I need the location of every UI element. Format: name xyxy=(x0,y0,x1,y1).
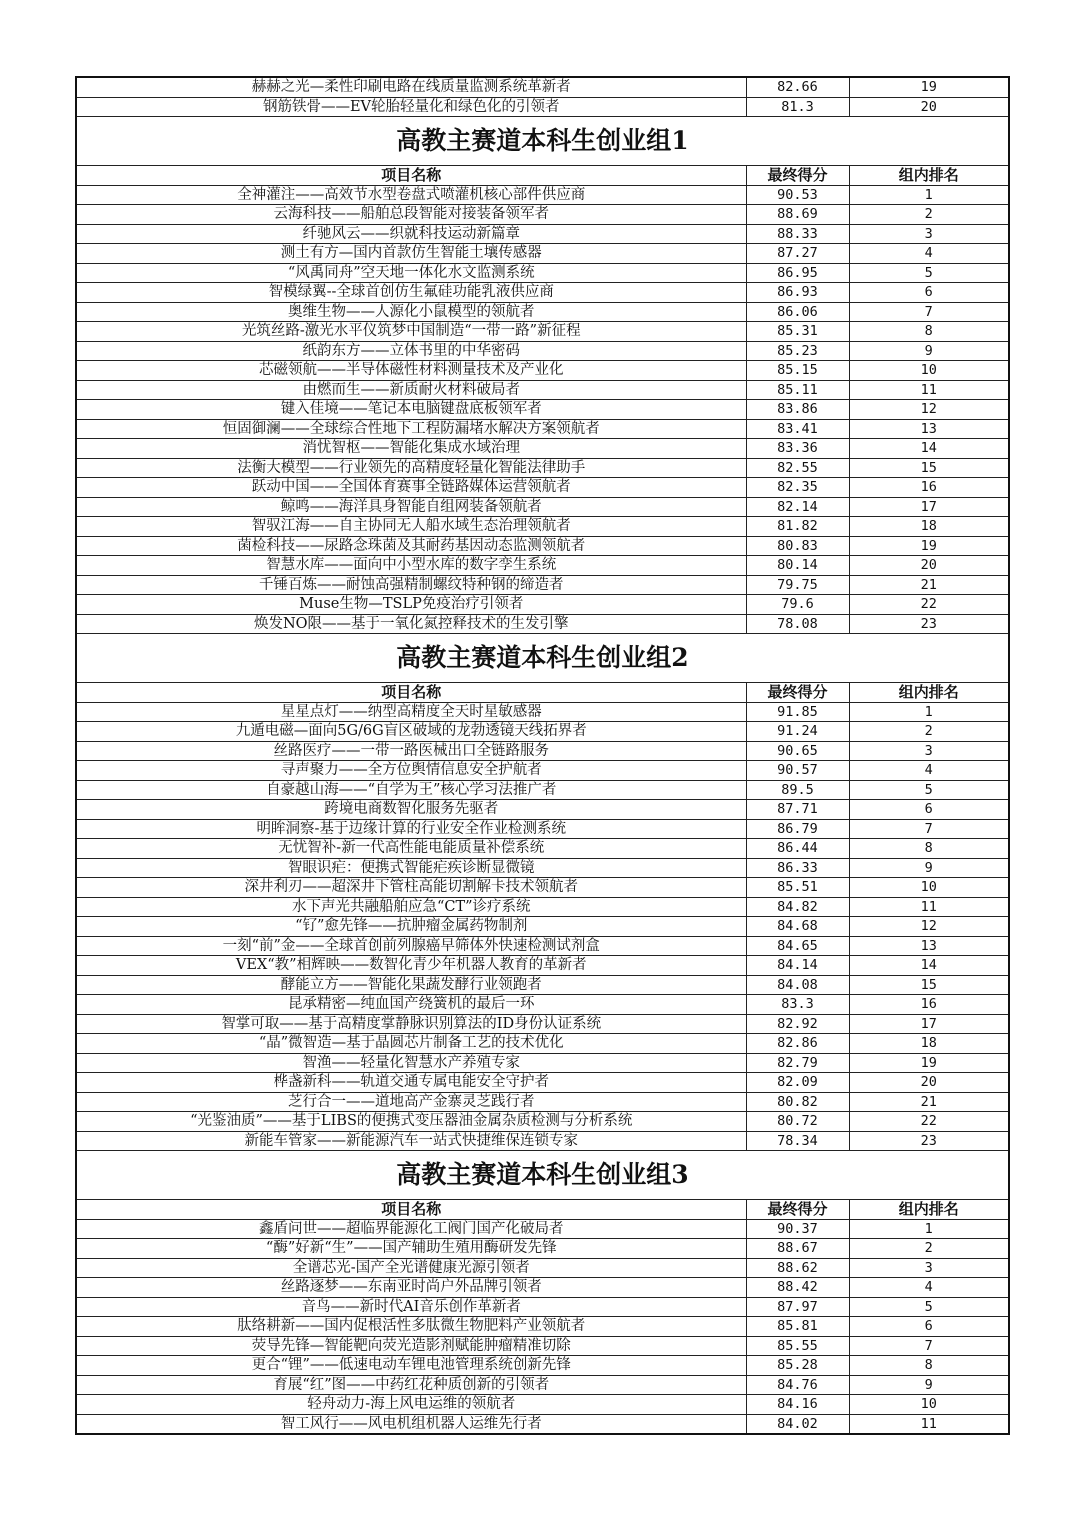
table-row xyxy=(76,1112,1009,1132)
project-name-cell: 荧导先锋—智能靶向荧光造影剂赋能肿瘤精准切除 xyxy=(76,1336,746,1356)
project-name-cell: 云海科技——船舶总段智能对接装备领军者 xyxy=(76,205,746,225)
group-title-row xyxy=(76,634,1009,683)
group-rank-cell: 19 xyxy=(849,1053,1009,1073)
table-row xyxy=(76,878,1009,898)
project-name-cell: 恒固御澜——全球综合性地下工程防漏堵水解决方案领航者 xyxy=(76,419,746,439)
table-row xyxy=(76,322,1009,342)
group-rank-cell: 11 xyxy=(849,380,1009,400)
group-rank-cell: 23 xyxy=(849,1131,1009,1151)
table-row xyxy=(76,361,1009,381)
project-name-cell: 纸韵东方——立体书里的中华密码 xyxy=(76,341,746,361)
group-rank-cell: 18 xyxy=(849,1034,1009,1054)
project-name-cell: 更合“锂”——低速电动车锂电池管理系统创新先锋 xyxy=(76,1356,746,1376)
final-score-cell: 88.42 xyxy=(746,1278,849,1298)
table-row xyxy=(76,995,1009,1015)
project-name-cell: 水下声光共融船舶应急“CT”诊疗系统 xyxy=(76,897,746,917)
group-rank-cell: 2 xyxy=(849,1239,1009,1259)
table-row xyxy=(76,917,1009,937)
final-score-cell: 83.86 xyxy=(746,400,849,420)
group-rank-cell: 12 xyxy=(849,917,1009,937)
final-score-cell: 84.76 xyxy=(746,1375,849,1395)
table-row xyxy=(76,722,1009,742)
table-row xyxy=(76,224,1009,244)
table-header-row xyxy=(76,1200,1009,1220)
group-rank-cell: 20 xyxy=(849,97,1009,117)
table-row xyxy=(76,1131,1009,1151)
group-rank-cell: 3 xyxy=(849,741,1009,761)
group-title: 高教主赛道本科生创业组2 xyxy=(76,634,1009,683)
final-score-cell: 87.71 xyxy=(746,800,849,820)
project-name-cell: 酵能立方——智能化果蔬发酵行业领跑者 xyxy=(76,975,746,995)
table-row xyxy=(76,702,1009,722)
project-name-cell: 轻舟动力-海上风电运维的领航者 xyxy=(76,1395,746,1415)
group-rank-cell: 12 xyxy=(849,400,1009,420)
table-row xyxy=(76,741,1009,761)
table-row xyxy=(76,302,1009,322)
final-score-cell: 85.51 xyxy=(746,878,849,898)
table-row xyxy=(76,341,1009,361)
table-header-row xyxy=(76,683,1009,703)
final-score-cell: 84.02 xyxy=(746,1414,849,1434)
final-score-cell: 83.36 xyxy=(746,439,849,459)
final-score-cell: 86.95 xyxy=(746,263,849,283)
table-row xyxy=(76,97,1009,117)
final-score-cell: 82.35 xyxy=(746,478,849,498)
table-row xyxy=(76,1375,1009,1395)
project-name-cell: 自豪越山海——“自学为王”核心学习法推广者 xyxy=(76,780,746,800)
final-score-cell: 88.33 xyxy=(746,224,849,244)
project-name-cell: 智模绿翼--全球首创仿生氟硅功能乳液供应商 xyxy=(76,283,746,303)
group-rank-cell: 20 xyxy=(849,556,1009,576)
group-rank-cell: 14 xyxy=(849,956,1009,976)
final-score-cell: 85.55 xyxy=(746,1336,849,1356)
table-row xyxy=(76,419,1009,439)
group-rank-cell: 10 xyxy=(849,1395,1009,1415)
table-row xyxy=(76,956,1009,976)
project-name-cell: 音鸟——新时代AI音乐创作革新者 xyxy=(76,1297,746,1317)
group-rank-cell: 20 xyxy=(849,1073,1009,1093)
final-score-cell: 80.82 xyxy=(746,1092,849,1112)
ranking-sheet xyxy=(75,76,1008,1435)
group-rank-cell: 6 xyxy=(849,283,1009,303)
group-rank-cell: 9 xyxy=(849,1375,1009,1395)
table-row xyxy=(76,458,1009,478)
group-rank-cell: 11 xyxy=(849,1414,1009,1434)
project-name-cell: 芝行合一——道地高产金寨灵芝践行者 xyxy=(76,1092,746,1112)
final-score-cell: 87.27 xyxy=(746,244,849,264)
group-rank-cell: 22 xyxy=(849,1112,1009,1132)
final-score-cell: 78.34 xyxy=(746,1131,849,1151)
group-rank-cell: 18 xyxy=(849,517,1009,537)
group-rank-cell: 19 xyxy=(849,77,1009,97)
table-row xyxy=(76,1395,1009,1415)
project-name-cell: 跃动中国——全国体育赛事全链路媒体运营领航者 xyxy=(76,478,746,498)
table-row xyxy=(76,858,1009,878)
table-row xyxy=(76,185,1009,205)
final-score-cell: 79.75 xyxy=(746,575,849,595)
project-name-cell: “光鉴油质”——基于LIBS的便携式变压器油金属杂质检测与分析系统 xyxy=(76,1112,746,1132)
group-rank-cell: 17 xyxy=(849,497,1009,517)
table-row xyxy=(76,205,1009,225)
final-score-cell: 82.09 xyxy=(746,1073,849,1093)
project-name-cell: Muse生物—TSLP免疫治疗引领者 xyxy=(76,595,746,615)
final-score-cell: 82.79 xyxy=(746,1053,849,1073)
project-name-cell: 鲸鸣——海洋具身智能自组网装备领航者 xyxy=(76,497,746,517)
table-row xyxy=(76,536,1009,556)
group-rank-cell: 22 xyxy=(849,595,1009,615)
table-row xyxy=(76,839,1009,859)
group-rank-cell: 1 xyxy=(849,702,1009,722)
group-rank-cell: 4 xyxy=(849,1278,1009,1298)
final-score-cell: 78.08 xyxy=(746,614,849,634)
project-name-cell: 跨境电商数智化服务先驱者 xyxy=(76,800,746,820)
group-title: 高教主赛道本科生创业组3 xyxy=(76,1151,1009,1200)
project-name-cell: 焕发NO限——基于一氧化氮控释技术的生发引擎 xyxy=(76,614,746,634)
table-row xyxy=(76,819,1009,839)
table-row xyxy=(76,1317,1009,1337)
group-rank-cell: 2 xyxy=(849,722,1009,742)
group-title-row xyxy=(76,1151,1009,1200)
table-row xyxy=(76,497,1009,517)
group-rank-cell: 16 xyxy=(849,478,1009,498)
group-rank-cell: 21 xyxy=(849,575,1009,595)
final-score-cell: 90.37 xyxy=(746,1219,849,1239)
final-score-cell: 85.23 xyxy=(746,341,849,361)
group-rank-cell: 7 xyxy=(849,1336,1009,1356)
group-rank-cell: 9 xyxy=(849,341,1009,361)
project-name-cell: 由燃而生——新质耐火材料破局者 xyxy=(76,380,746,400)
project-name-cell: 智驭江海——自主协同无人船水域生态治理领航者 xyxy=(76,517,746,537)
project-name-cell: 千锤百炼——耐蚀高强精制螺纹特种钢的缔造者 xyxy=(76,575,746,595)
project-name-cell: 纤驰风云——织就科技运动新篇章 xyxy=(76,224,746,244)
final-score-cell: 86.44 xyxy=(746,839,849,859)
project-name-cell: 项目名称 xyxy=(76,166,746,186)
project-name-cell: 丝路医疗——一带一路医械出口全链路服务 xyxy=(76,741,746,761)
group-rank-cell: 7 xyxy=(849,302,1009,322)
final-score-cell: 85.31 xyxy=(746,322,849,342)
project-name-cell: 新能车管家——新能源汽车一站式快捷维保连锁专家 xyxy=(76,1131,746,1151)
group-rank-cell: 13 xyxy=(849,936,1009,956)
project-name-cell: 丝路逐梦——东南亚时尚户外品牌引领者 xyxy=(76,1278,746,1298)
group-rank-cell: 5 xyxy=(849,780,1009,800)
final-score-cell: 82.86 xyxy=(746,1034,849,1054)
group-rank-cell: 4 xyxy=(849,761,1009,781)
table-row xyxy=(76,936,1009,956)
final-score-cell: 79.6 xyxy=(746,595,849,615)
table-row xyxy=(76,1356,1009,1376)
table-row xyxy=(76,1092,1009,1112)
project-name-cell: 法衡大模型——行业领先的高精度轻量化智能法律助手 xyxy=(76,458,746,478)
final-score-cell: 82.14 xyxy=(746,497,849,517)
project-name-cell: 智眼识疟：便携式智能疟疾诊断显微镜 xyxy=(76,858,746,878)
group-rank-cell: 21 xyxy=(849,1092,1009,1112)
final-score-cell: 90.65 xyxy=(746,741,849,761)
table-row xyxy=(76,800,1009,820)
final-score-cell: 84.68 xyxy=(746,917,849,937)
project-name-cell: 鑫盾问世——超临界能源化工阀门国产化破局者 xyxy=(76,1219,746,1239)
table-header-row xyxy=(76,166,1009,186)
final-score-cell: 84.65 xyxy=(746,936,849,956)
project-name-cell: 深井利刃——超深井下管柱高能切割解卡技术领航者 xyxy=(76,878,746,898)
final-score-cell: 84.08 xyxy=(746,975,849,995)
table-row xyxy=(76,1219,1009,1239)
project-name-cell: 无忧智补-新一代高性能电能质量补偿系统 xyxy=(76,839,746,859)
final-score-cell: 86.79 xyxy=(746,819,849,839)
final-score-cell: 81.82 xyxy=(746,517,849,537)
project-name-cell: “酶”好新“生”——国产辅助生殖用酶研发先锋 xyxy=(76,1239,746,1259)
group-rank-cell: 10 xyxy=(849,361,1009,381)
final-score-cell: 80.83 xyxy=(746,536,849,556)
group-rank-cell: 16 xyxy=(849,995,1009,1015)
project-name-cell: 全谱芯光-国产全光谱健康光源引领者 xyxy=(76,1258,746,1278)
group-rank-cell: 10 xyxy=(849,878,1009,898)
group-rank-cell: 8 xyxy=(849,839,1009,859)
group-rank-cell: 14 xyxy=(849,439,1009,459)
ranking-table-body xyxy=(76,77,1009,1434)
project-name-cell: 明眸洞察-基于边缘计算的行业安全作业检测系统 xyxy=(76,819,746,839)
project-name-cell: 项目名称 xyxy=(76,1200,746,1220)
project-name-cell: 寻声聚力——全方位舆情信息安全护航者 xyxy=(76,761,746,781)
group-rank-cell: 3 xyxy=(849,224,1009,244)
final-score-cell: 88.62 xyxy=(746,1258,849,1278)
project-name-cell: 钢筋铁骨——EV轮胎轻量化和绿色化的引领者 xyxy=(76,97,746,117)
project-name-cell: 智工风行——风电机组机器人运维先行者 xyxy=(76,1414,746,1434)
table-row xyxy=(76,244,1009,264)
group-rank-cell: 4 xyxy=(849,244,1009,264)
project-name-cell: 肽络耕新——国内促根活性多肽微生物肥料产业领航者 xyxy=(76,1317,746,1337)
final-score-cell: 90.57 xyxy=(746,761,849,781)
table-row xyxy=(76,439,1009,459)
table-row xyxy=(76,897,1009,917)
table-row xyxy=(76,1073,1009,1093)
table-row xyxy=(76,478,1009,498)
project-name-cell: 菌检科技——尿路念珠菌及其耐药基因动态监测领航者 xyxy=(76,536,746,556)
group-rank-cell: 组内排名 xyxy=(849,683,1009,703)
final-score-cell: 84.14 xyxy=(746,956,849,976)
project-name-cell: 测土有方—国内首款仿生智能土壤传感器 xyxy=(76,244,746,264)
table-row xyxy=(76,975,1009,995)
project-name-cell: 一刻“前”金——全球首创前列腺癌早筛体外快速检测试剂盒 xyxy=(76,936,746,956)
final-score-cell: 86.33 xyxy=(746,858,849,878)
final-score-cell: 最终得分 xyxy=(746,683,849,703)
group-rank-cell: 9 xyxy=(849,858,1009,878)
group-rank-cell: 6 xyxy=(849,800,1009,820)
final-score-cell: 最终得分 xyxy=(746,1200,849,1220)
group-rank-cell: 19 xyxy=(849,536,1009,556)
project-name-cell: 消忧智枢——智能化集成水域治理 xyxy=(76,439,746,459)
final-score-cell: 89.5 xyxy=(746,780,849,800)
group-rank-cell: 1 xyxy=(849,1219,1009,1239)
project-name-cell: 全神灌注——高效节水型卷盘式喷灌机核心部件供应商 xyxy=(76,185,746,205)
group-rank-cell: 23 xyxy=(849,614,1009,634)
table-row xyxy=(76,575,1009,595)
group-rank-cell: 11 xyxy=(849,897,1009,917)
final-score-cell: 90.53 xyxy=(746,185,849,205)
project-name-cell: “晶”微智造—基于晶圆芯片制备工艺的技术优化 xyxy=(76,1034,746,1054)
group-title-row xyxy=(76,117,1009,166)
project-name-cell: 智掌可取——基于高精度掌静脉识别算法的ID身份认证系统 xyxy=(76,1014,746,1034)
project-name-cell: 昆承精密—纯血国产绕簧机的最后一环 xyxy=(76,995,746,1015)
group-title: 高教主赛道本科生创业组1 xyxy=(76,117,1009,166)
final-score-cell: 85.81 xyxy=(746,1317,849,1337)
project-name-cell: 赫赫之光—柔性印刷电路在线质量监测系统革新者 xyxy=(76,77,746,97)
table-row xyxy=(76,1336,1009,1356)
ranking-table xyxy=(75,76,1010,1435)
final-score-cell: 86.93 xyxy=(746,283,849,303)
project-name-cell: “钌”愈先锋——抗肿瘤金属药物制剂 xyxy=(76,917,746,937)
project-name-cell: 奥维生物——人源化小鼠模型的领航者 xyxy=(76,302,746,322)
group-rank-cell: 15 xyxy=(849,458,1009,478)
final-score-cell: 81.3 xyxy=(746,97,849,117)
project-name-cell: VEX“教”相辉映——数智化青少年机器人教育的革新者 xyxy=(76,956,746,976)
group-rank-cell: 8 xyxy=(849,322,1009,342)
table-row xyxy=(76,380,1009,400)
table-row xyxy=(76,1239,1009,1259)
final-score-cell: 82.92 xyxy=(746,1014,849,1034)
group-rank-cell: 5 xyxy=(849,263,1009,283)
final-score-cell: 82.55 xyxy=(746,458,849,478)
table-row xyxy=(76,263,1009,283)
group-rank-cell: 3 xyxy=(849,1258,1009,1278)
final-score-cell: 91.85 xyxy=(746,702,849,722)
project-name-cell: 九遁电磁—面向5G/6G盲区破域的龙勃透镜天线拓界者 xyxy=(76,722,746,742)
group-rank-cell: 2 xyxy=(849,205,1009,225)
table-row xyxy=(76,761,1009,781)
final-score-cell: 86.06 xyxy=(746,302,849,322)
group-rank-cell: 8 xyxy=(849,1356,1009,1376)
table-row xyxy=(76,595,1009,615)
final-score-cell: 82.66 xyxy=(746,77,849,97)
table-row xyxy=(76,517,1009,537)
project-name-cell: 项目名称 xyxy=(76,683,746,703)
final-score-cell: 84.82 xyxy=(746,897,849,917)
table-row xyxy=(76,556,1009,576)
final-score-cell: 80.14 xyxy=(746,556,849,576)
group-rank-cell: 17 xyxy=(849,1014,1009,1034)
final-score-cell: 88.67 xyxy=(746,1239,849,1259)
final-score-cell: 83.3 xyxy=(746,995,849,1015)
project-name-cell: 光筑丝路-激光水平仪筑梦中国制造“一带一路”新征程 xyxy=(76,322,746,342)
group-rank-cell: 1 xyxy=(849,185,1009,205)
group-rank-cell: 13 xyxy=(849,419,1009,439)
table-row xyxy=(76,614,1009,634)
table-row xyxy=(76,780,1009,800)
final-score-cell: 85.28 xyxy=(746,1356,849,1376)
group-rank-cell: 5 xyxy=(849,1297,1009,1317)
table-row xyxy=(76,1297,1009,1317)
final-score-cell: 84.16 xyxy=(746,1395,849,1415)
final-score-cell: 85.11 xyxy=(746,380,849,400)
final-score-cell: 最终得分 xyxy=(746,166,849,186)
final-score-cell: 87.97 xyxy=(746,1297,849,1317)
group-rank-cell: 组内排名 xyxy=(849,166,1009,186)
project-name-cell: 键入佳境——笔记本电脑键盘底板领军者 xyxy=(76,400,746,420)
table-row xyxy=(76,283,1009,303)
project-name-cell: 芯磁领航——半导体磁性材料测量技术及产业化 xyxy=(76,361,746,381)
project-name-cell: 智慧水库——面向中小型水库的数字孪生系统 xyxy=(76,556,746,576)
table-row xyxy=(76,1258,1009,1278)
table-row xyxy=(76,400,1009,420)
group-rank-cell: 15 xyxy=(849,975,1009,995)
project-name-cell: “风禹同舟”空天地一体化水文监测系统 xyxy=(76,263,746,283)
table-row xyxy=(76,1278,1009,1298)
project-name-cell: 育展“红”图——中药红花种质创新的引领者 xyxy=(76,1375,746,1395)
project-name-cell: 星星点灯——纳型高精度全天时星敏感器 xyxy=(76,702,746,722)
table-row xyxy=(76,1053,1009,1073)
table-row xyxy=(76,77,1009,97)
final-score-cell: 85.15 xyxy=(746,361,849,381)
final-score-cell: 88.69 xyxy=(746,205,849,225)
group-rank-cell: 组内排名 xyxy=(849,1200,1009,1220)
project-name-cell: 桦盏新科——轨道交通专属电能安全守护者 xyxy=(76,1073,746,1093)
final-score-cell: 80.72 xyxy=(746,1112,849,1132)
table-row xyxy=(76,1014,1009,1034)
group-rank-cell: 7 xyxy=(849,819,1009,839)
table-row xyxy=(76,1414,1009,1434)
table-row xyxy=(76,1034,1009,1054)
final-score-cell: 83.41 xyxy=(746,419,849,439)
group-rank-cell: 6 xyxy=(849,1317,1009,1337)
final-score-cell: 91.24 xyxy=(746,722,849,742)
project-name-cell: 智渔——轻量化智慧水产养殖专家 xyxy=(76,1053,746,1073)
